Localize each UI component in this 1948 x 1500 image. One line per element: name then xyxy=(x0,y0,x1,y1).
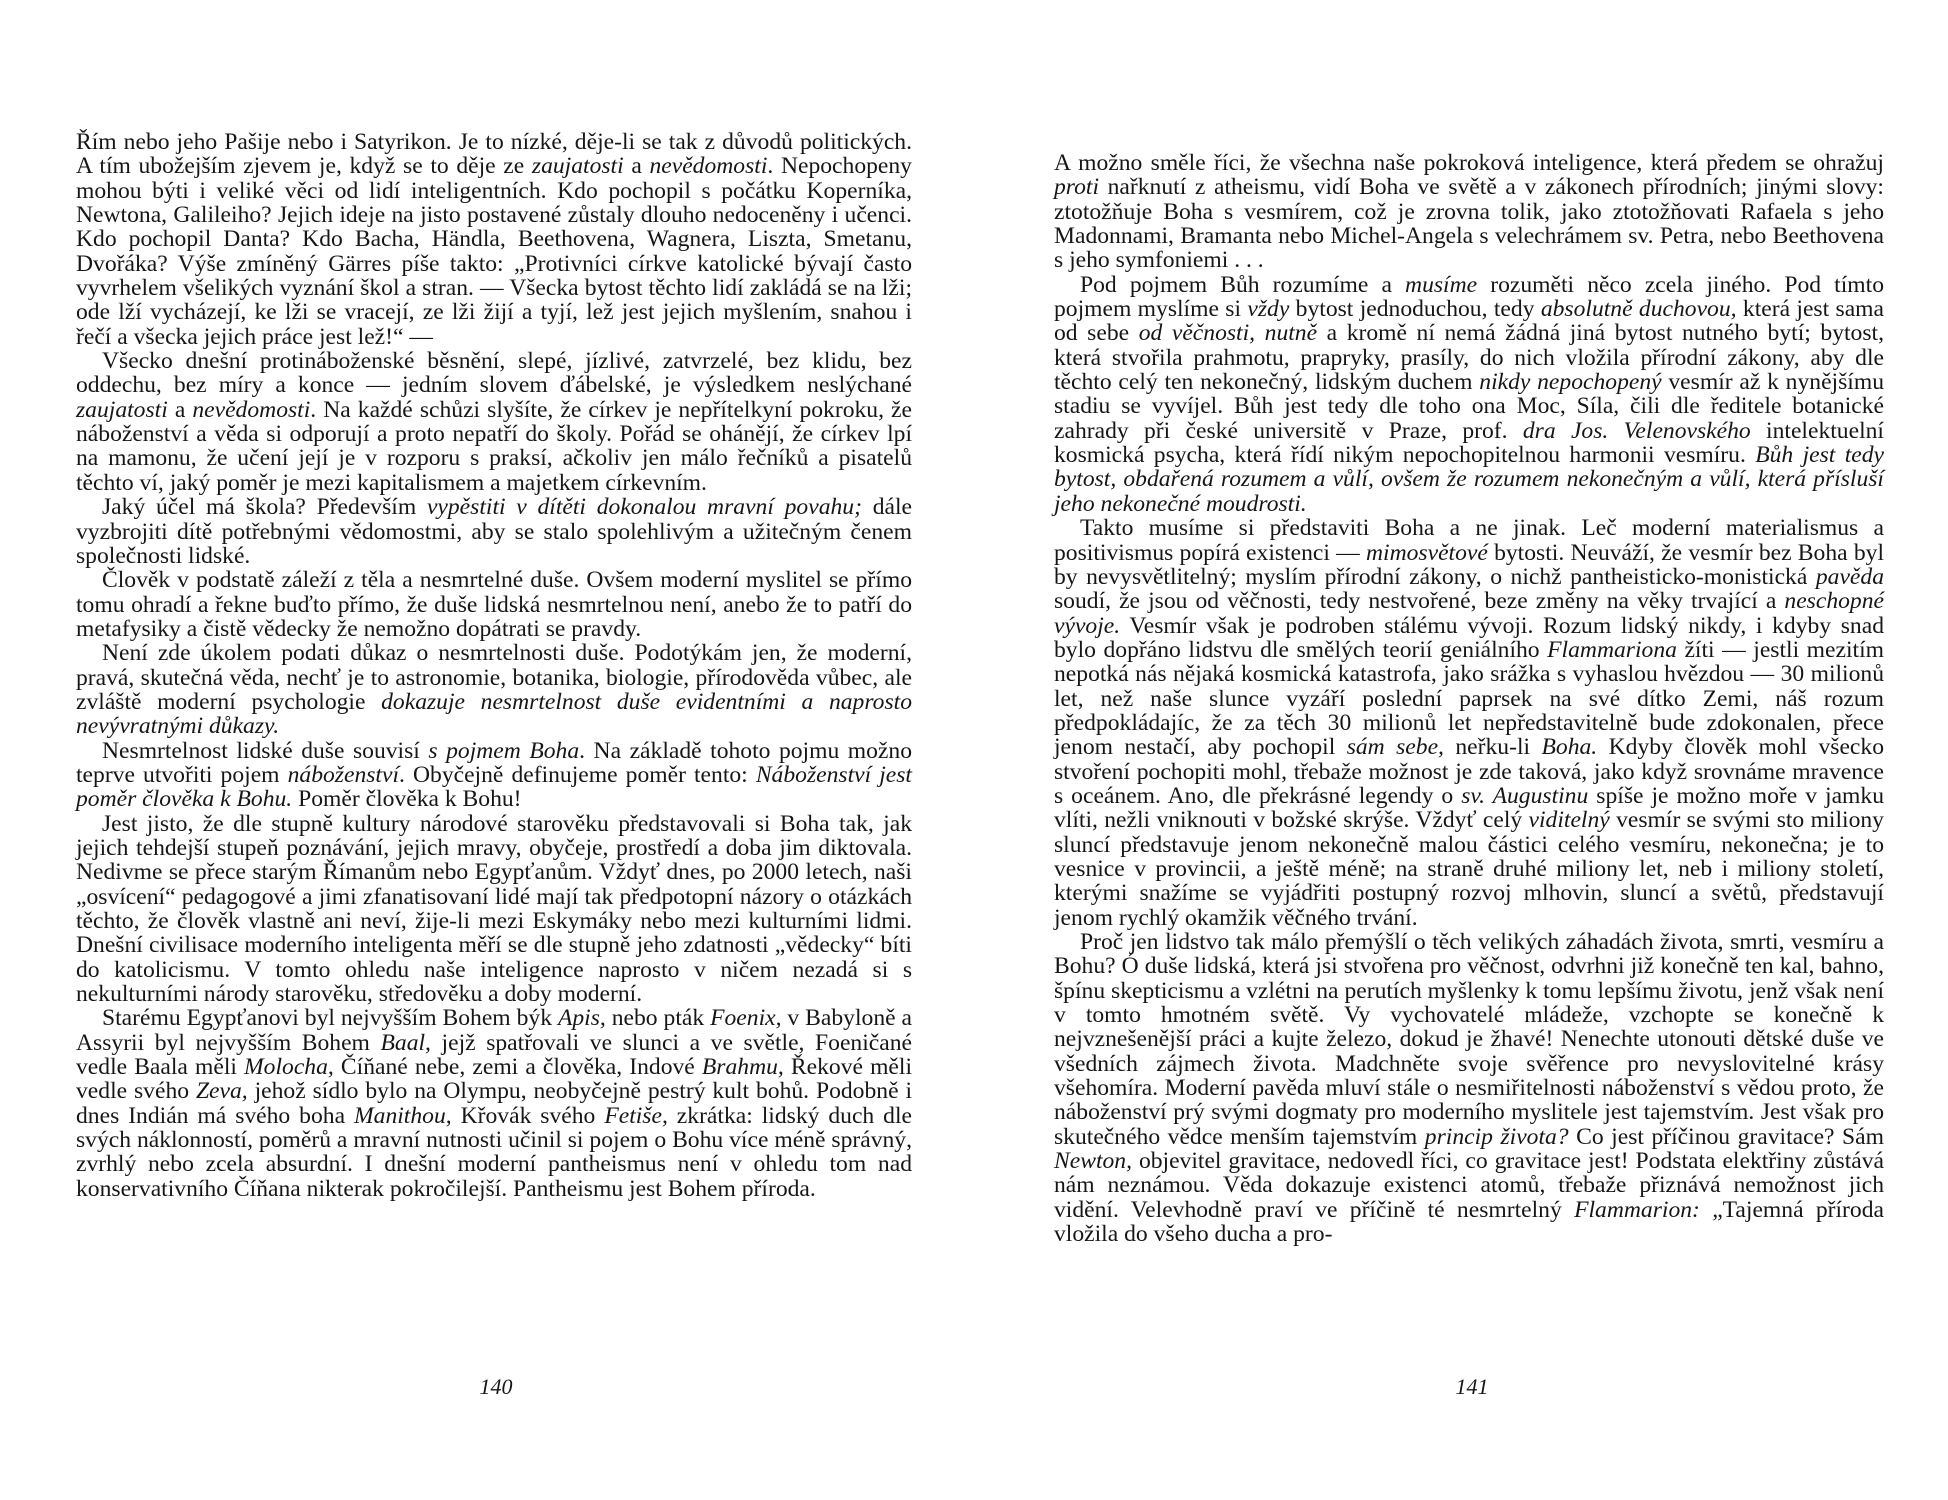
italic-text: Boha. xyxy=(1541,734,1598,761)
italic-text: dra Jos. Velenovského xyxy=(1522,417,1751,444)
paragraph xyxy=(76,568,912,641)
text-run: Starému Egypťanovi byl nejvyšším Bohem býk xyxy=(102,1005,558,1032)
paragraph xyxy=(76,739,912,812)
text-run: žíti — jestli mezitím nepotká nás nějaká kosmická katastrofa, jako srážka s vyhaslou hvězdou — 30 milionů let, než naše slunce vyzáří poslední paprsek na své dítko Zemi, náš rozum předpokládajíc, že za těch 30 milionů let nepředstavitelně bude zdokonalen, přece jenom nestačí, aby pochopil xyxy=(1054,636,1884,761)
text-run: Řekové měli vedle svého xyxy=(76,1054,912,1105)
text-run: neřku-li xyxy=(1443,734,1542,761)
text-run: a xyxy=(623,153,650,180)
text-run: . Obyčejně definujeme poměr tento: xyxy=(399,761,756,788)
italic-text: Manithou, xyxy=(354,1102,452,1129)
paragraph xyxy=(1054,273,1884,516)
text-run: Není zde úkolem podati důkaz o nesmrtelnosti duše. Podotýkám jen, že moderní, pravá, skutečná věda, nechť je to astronomie, botanika, biologie, přírodověda vůbec, ale zvláště moderní psychologie xyxy=(76,640,912,715)
text-run: . Na každé schůzi slyšíte, že církev je nepřítelkyní pokroku, že náboženství a věda si odporují a proto nepatří do školy. Pořád se ohánějí, že církev lpí na mamonu, že učení její je v rozporu s praksí, ačkoliv jen málo řečníků a pisatelů těchto ví, jaký poměr je mezi kapitalismem a majetkem církevním. xyxy=(76,396,912,496)
italic-text: mimosvětové xyxy=(1365,539,1488,566)
right-page-number: 141 xyxy=(1455,1374,1489,1399)
right-page-text xyxy=(1054,151,1884,1246)
text-run: intelektuelní kosmická psycha, která řídí nikým nepochopitelnou harmonii vesmíru. xyxy=(1054,417,1884,469)
italic-text: Brahmu, xyxy=(701,1054,784,1081)
italic-text: nevědomosti xyxy=(649,153,768,180)
right-page xyxy=(974,0,1948,1500)
italic-text: Flammariona xyxy=(1547,636,1677,663)
italic-text: nikdy nepochopený xyxy=(1479,369,1662,396)
text-run: Jest jisto, že dle stupně kultury národové starověku představovali si Boha tak, jak jejich tehdejší stupeň poznávání, jejich mravy, obyčeje, prostředí a doba jim diktovala. Nedivme se přece starým Římanům nebo Egypťanům. Vždyť dnes, po 2000 letech, naši „osvícení“ pedagogové a jimi zfanatisovaní lidé mají tak předpotopní názory o otázkách těchto, že člověk vlastně ani neví, žije-li mezi Eskymáky nebo mezi kulturními lidmi. Dnešní civilisace moderního inteligenta měří se dle stupně jeho zdatnosti „vědecky“ bíti do katolicismu. V tomto ohledu naše inteligence naprosto v ničem nezadá si s nekulturními národy starověku, středověku a doby moderní. xyxy=(76,810,912,1008)
text-run: jejž spatřovali ve slunci a ve světle, Foeničané vedle Baala měli xyxy=(76,1029,912,1081)
text-run: nařknutí z atheismu, vidí Boha ve světě a v zákonech přírodních; jinými slovy: ztotožňuje Boha s vesmírem, což je zrovna tolik, jako ztotožňovati Rafaela s jeho Madonnami, Bramanta nebo Michel-Angela s velechrámem sv. Petra, nebo Beethovena s jeho symfoniemi . . . xyxy=(1054,174,1884,274)
text-run: . Nepochopeny mohou býti i veliké věci od lidí inteligentních. Kdo pochopil s počátku Koperníka, Newtona, Galileiho? Jejich ideje na jisto postavené zůstaly dlouho nedoceněny i učenci. Kdo pochopil Danta? Kdo Bacha, Händla, Beethovena, Wagnera, Liszta, Smetanu, Dvořáka? Výše zmíněný Gärres píše takto: „Protivníci církve katolické bývají často vyvrhelem všelikých vyznání škol a stran. — Všecka bytost těchto lidí zakládá se na lži; ode lží vycházejí, ke lži se vracejí, ze lži žijí a tyjí, lež jest jejich myšlením, snahou i řečí a všecka jejich práce jest lež!“ — xyxy=(76,153,912,350)
italic-text: s pojmem Boha xyxy=(428,737,580,764)
text-run: Nesmrtelnost lidské duše souvisí xyxy=(102,737,429,764)
text-run: v Babyloně a Assyrii byl nejvyšším Bohem xyxy=(76,1005,913,1056)
text-run: bytosti. Neuváží, že vesmír bez Boha byl by nevysvětlitelný; myslím přírodní zákony, o nichž pantheisticko-monistická xyxy=(1054,539,1884,590)
italic-text: Apis, xyxy=(557,1005,606,1032)
italic-text: Bůh jest tedy bytost, obdařená rozumem a vůlí, ovšem že rozumem nekonečným a vůlí, která přísluší jeho nekonečné moudrosti. xyxy=(1054,442,1884,517)
text-run: vesmír se svými sto miliony sluncí představuje jenom nekonečně malou částici celého vesmíru, nekonečna; je to vesnice v provincii, a ještě méně; na straně druhé miliony let, neb i miliony století, kterými snažíme se vyjádřiti postupný rozvoj mlhovin, sluncí a světů, představují jenom rychlý okamžik věčného trvání. xyxy=(1054,807,1884,931)
text-run: soudí, že jsou od věčnosti, tedy nestvořené, beze změny na věky trvající a xyxy=(1054,588,1785,615)
text-run: Řím nebo jeho Pašije nebo i Satyrikon. Je to nízké, děje-li se tak z důvodů politických. A tím ubožejším zjevem je, když se to děje ze xyxy=(76,129,912,180)
paragraph xyxy=(1054,930,1884,1246)
paragraph xyxy=(1054,516,1884,930)
italic-text: dokazuje nesmrtelnost duše evidentními a naprosto nevývratnými důkazy. xyxy=(76,688,912,740)
text-run: zkrátka: lidský duch dle svých náklonností, poměrů a mravní nutnosti učinil si pojem o Bohu více méně správný, zvrhlý nebo zcela absurdní. I dnešní moderní pantheismus není v ohledu tom nad konservativního Číňana nikterak pokročilejší. Pantheismu jest Bohem příroda. xyxy=(76,1102,912,1202)
text-run: a kromě ní nemá žádná jiná bytost nutného bytí; bytost, která stvořila prahmotu, prapryky, prasíly, do nich vložila přírodní zákony, aby dle těchto celý ten nekonečný, lidským duchem xyxy=(1054,320,1884,396)
paragraph xyxy=(76,349,912,495)
text-run: vesmír až k nynějšímu stadiu se vyvíjel. Bůh jest tedy dle toho ona Moc, Síla, čili dle ředitele botanické zahrady při české universitě v Praze, prof. xyxy=(1054,369,1884,444)
text-run: Kdyby člověk mohl všecko stvoření pochopiti mohl, třebaže možnost je zde taková, jako když srovnáme mravence s oceánem. Ano, dle překrásné legendy o xyxy=(1054,734,1884,809)
italic-text: viditelný xyxy=(1528,807,1610,834)
italic-text: zaujatosti xyxy=(76,396,168,423)
italic-text: musíme xyxy=(1405,271,1478,298)
italic-text: pavěda xyxy=(1815,563,1884,590)
text-run: a xyxy=(167,396,193,423)
text-run: Vesmír však je podroben stálému vývoji. Rozum lidský nikdy, i kdyby snad bylo dopřáno lidstvu dle smělých teorií geniálního xyxy=(1054,612,1884,663)
text-run: objevitel gravitace, nedovedl říci, co gravitace jest! Podstata elektřiny zůstává nám neznámou. Věda dokazuje existenci atomů, třebaže přiznává nemožnost jich vidění. Velevhodně praví ve příčině té nesmrtelný xyxy=(1054,1148,1884,1223)
text-run: Křovák svého xyxy=(451,1102,605,1129)
text-run: . Na základě tohoto pojmu možno teprve utvořiti pojem xyxy=(76,737,912,788)
text-run: Takto musíme si představiti Boha a ne jinak. Leč moderní materialismus a positivismus popírá existenci — xyxy=(1054,515,1884,566)
text-run: Pod pojmem Bůh rozumíme a xyxy=(1080,271,1406,298)
italic-text: zaujatosti xyxy=(531,153,624,180)
text-run: „Tajemná příroda vložila do všeho ducha a pro- xyxy=(1054,1196,1884,1248)
italic-text: nevědomosti xyxy=(192,396,311,423)
italic-text: proti xyxy=(1054,174,1100,201)
text-run: Proč jen lidstvo tak málo přemýšlí o těch velikých záhadách života, smrti, vesmíru a Bohu? Ó duše lidská, která jsi stvořena pro věčnost, odvrhni již konečně ten kal, bahno, špínu skepticismu a vzlétni na perutích myšlenky k tomu lepšímu životu, jenž však není v tomto hmotném světě. Vy vychovatelé mládeže, vzchopte se konečně k nejvznešenější práci a kujte železo, dokud je žhavé! Nenechte utonouti dětské duše ve všedních zájmech života. Madchněte svoje svěřence pro nevyslovitelné krásy všehomíra. Moderní pavěda mluví stále o nesmiřitelnosti náboženství s vědou proto, že náboženství prý svými dogmaty pro moderního myslitele jest tajemstvím. Jest však pro skutečného vědce menším tajemstvím xyxy=(1054,929,1884,1150)
text-run: Jaký účel má škola? Především xyxy=(102,494,427,521)
text-run: která jest sama od sebe xyxy=(1054,296,1884,347)
text-run: Co jest příčinou gravitace? Sám xyxy=(1568,1123,1884,1150)
italic-text: Flammarion: xyxy=(1574,1196,1700,1223)
text-run: rozuměti něco zcela jiného. Pod tímto pojmem myslíme si xyxy=(1054,271,1884,323)
italic-text: náboženství xyxy=(287,761,400,788)
italic-text: Newton, xyxy=(1054,1148,1132,1175)
text-run: jehož sídlo bylo na Olympu, neobyčejně pestrý kult bohů. Podobně i dnes Indián má svého boha xyxy=(76,1078,912,1129)
italic-text: princip života? xyxy=(1424,1123,1569,1150)
paragraph xyxy=(76,130,912,349)
text-run: Člověk v podstatě záleží z těla a nesmrtelné duše. Ovšem moderní myslitel se přímo tomu ohradí a řekne buďto přímo, že duše lidská nesmrtelnou není, anebo že to patří do metafysiky a čistě vědecky že nemožno dopátrati se pravdy. xyxy=(76,567,912,642)
left-page-text xyxy=(76,130,912,1201)
italic-text: Molocha, xyxy=(244,1054,334,1081)
italic-text: Foenix, xyxy=(710,1005,782,1032)
paragraph xyxy=(1054,151,1884,273)
italic-text: sv. Augustinu xyxy=(1461,782,1589,809)
paragraph xyxy=(76,1006,912,1201)
italic-text: sám sebe, xyxy=(1346,734,1444,761)
text-run: dále vyzbrojiti dítě potřebnými vědomostmi, aby se stalo spolehlivým a užitečným čenem společnosti lidské. xyxy=(76,494,912,569)
paragraph xyxy=(76,641,912,738)
italic-text: Baal, xyxy=(380,1029,431,1056)
italic-text: Zeva, xyxy=(195,1078,248,1105)
italic-text: Fetiše, xyxy=(604,1102,668,1129)
left-page-number: 140 xyxy=(479,1374,513,1399)
paragraph xyxy=(76,495,912,568)
text-run: nebo pták xyxy=(605,1005,711,1032)
italic-text: neschopné vývoje. xyxy=(1054,588,1884,639)
text-run: Poměr člověka k Bohu! xyxy=(292,786,522,813)
text-run: Číňané nebe, zemi a člověka, Indové xyxy=(333,1054,702,1081)
italic-text: od věčnosti, nutně xyxy=(1138,320,1318,347)
text-run: spíše je možno moře v jamku vlíti, nežli vniknouti v božské skrýše. Vždyť celý xyxy=(1054,782,1884,834)
text-run: bytost jednoduchou, tedy xyxy=(1289,296,1541,323)
text-run: Všecko dnešní protináboženské běsnění, slepé, jízlivé, zatvrzelé, bez klidu, bez oddechu, bez míry a konce — jedním slovem ďábelské, je výsledkem neslýchané xyxy=(76,348,912,399)
paragraph xyxy=(76,812,912,1007)
italic-text: vždy xyxy=(1247,296,1290,323)
text-run: A možno směle říci, že všechna naše pokroková inteligence, která předem se ohražuj xyxy=(1054,150,1884,176)
italic-text: absolutně duchovou, xyxy=(1540,296,1737,323)
italic-text: Náboženství jest poměr člověka k Bohu. xyxy=(76,761,912,813)
italic-text: vypěstiti v dítěti dokonalou mravní povahu; xyxy=(426,494,862,521)
